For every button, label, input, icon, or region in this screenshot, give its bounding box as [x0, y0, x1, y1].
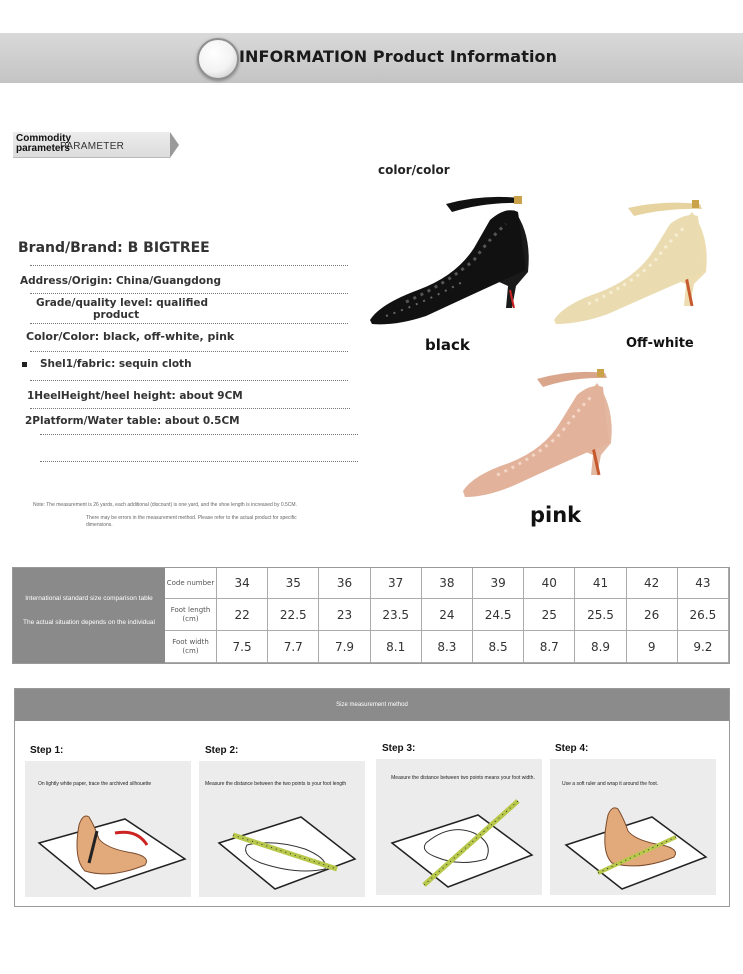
step-3-box — [376, 759, 542, 895]
measurement-section — [14, 688, 730, 907]
size-table-header — [13, 568, 165, 663]
step-4-text: Use a soft ruler and wrap it around the foot. — [562, 781, 659, 787]
step-2-box — [199, 761, 365, 897]
size-cell-width: 8.7 — [524, 631, 575, 663]
step-2-text: Measure the distance between the two points is your foot length — [205, 781, 347, 787]
shoe-black-image — [366, 190, 536, 330]
size-cell-length: 23.5 — [371, 599, 422, 631]
size-grid — [165, 568, 729, 663]
size-cell-width: 7.5 — [217, 631, 268, 663]
note-text-2: There may be errors in the measurement method. Please refer to the actual product for specific dimensions. — [86, 515, 297, 528]
ruler-length-icon — [217, 799, 357, 891]
step-4-title: Step 4: — [555, 743, 589, 754]
size-row-header-width: Foot width (cm) — [165, 631, 217, 663]
divider — [30, 293, 348, 294]
size-cell-length: 24.5 — [473, 599, 524, 631]
step-3-text: Measure the distance between two points means your foot width. — [391, 775, 535, 781]
size-row-header-code: Code number — [165, 568, 217, 599]
measurement-title: Size measurement method — [336, 702, 408, 708]
divider — [30, 351, 348, 352]
divider — [30, 265, 348, 266]
size-cell-width: 9 — [627, 631, 678, 663]
size-cell-code: 34 — [217, 568, 268, 599]
size-cell-length: 26 — [627, 599, 678, 631]
size-cell-length: 22 — [217, 599, 268, 631]
parameter-tag-label: Commodity parameters — [16, 133, 71, 154]
size-cell-code: 38 — [422, 568, 473, 599]
size-cell-code: 39 — [473, 568, 524, 599]
size-cell-code: 41 — [575, 568, 626, 599]
color-text: Color/Color: black, off-white, pink — [26, 330, 235, 343]
grade-text-2: product — [93, 309, 140, 321]
color-title: color/color — [378, 163, 450, 177]
shoe-pink-image — [461, 365, 621, 500]
step-2-title: Step 2: — [205, 745, 239, 756]
soft-ruler-icon — [564, 797, 708, 891]
parameter-tag-en: PARAMETER — [60, 141, 125, 152]
size-cell-width: 7.9 — [319, 631, 370, 663]
size-cell-width: 9.2 — [678, 631, 729, 663]
step-3-title: Step 3: — [382, 743, 416, 754]
foot-trace-icon — [37, 799, 187, 891]
size-cell-width: 8.1 — [371, 631, 422, 663]
size-row-header-length: Foot length (cm) — [165, 599, 217, 631]
bullet-icon — [22, 362, 27, 367]
step-1-title: Step 1: — [30, 745, 64, 756]
note-text: Note: The measurement is 26 yards, each additional (discount) is one yard, and the shoe length is increased by 0.5CM. — [33, 502, 297, 508]
divider — [30, 408, 350, 409]
size-cell-length: 25.5 — [575, 599, 626, 631]
size-cell-code: 35 — [268, 568, 319, 599]
banner-title: INFORMATION Product Information — [239, 47, 558, 66]
size-table-subtitle: The actual situation depends on the individual — [23, 619, 155, 626]
origin-text: Address/Origin: China/Guangdong — [20, 275, 222, 287]
step-4-box — [550, 759, 716, 895]
size-cell-width: 8.3 — [422, 631, 473, 663]
size-cell-length: 24 — [422, 599, 473, 631]
tag-arrow-icon — [170, 132, 179, 158]
color-label-offwhite: Off-white — [626, 336, 694, 351]
size-cell-width: 8.9 — [575, 631, 626, 663]
size-cell-code: 40 — [524, 568, 575, 599]
divider — [40, 434, 358, 435]
grade-text: Grade/quality level: qualified — [36, 297, 208, 309]
divider — [30, 380, 348, 381]
banner-circle-icon — [197, 38, 239, 80]
size-cell-code: 42 — [627, 568, 678, 599]
size-cell-width: 7.7 — [268, 631, 319, 663]
step-1-box — [25, 761, 191, 897]
fabric-text: Shel1/fabric: sequin cloth — [40, 358, 192, 370]
size-cell-length: 23 — [319, 599, 370, 631]
heel-height-text: 1HeelHeight/heel height: about 9CM — [27, 390, 243, 402]
size-table-title: International standard size comparison table — [25, 595, 153, 602]
size-cell-length: 22.5 — [268, 599, 319, 631]
size-cell-code: 43 — [678, 568, 729, 599]
size-cell-code: 36 — [319, 568, 370, 599]
ruler-width-icon — [390, 793, 534, 889]
platform-text: 2Platform/Water table: about 0.5CM — [25, 415, 240, 427]
size-cell-length: 25 — [524, 599, 575, 631]
color-label-pink: pink — [530, 503, 582, 527]
size-table — [12, 567, 730, 664]
divider — [40, 461, 358, 462]
divider — [30, 323, 348, 324]
size-cell-code: 37 — [371, 568, 422, 599]
size-cell-length: 26.5 — [678, 599, 729, 631]
step-1-text: On lightly white paper, trace the archived silhouette — [38, 781, 152, 787]
size-cell-width: 8.5 — [473, 631, 524, 663]
shoe-offwhite-image — [552, 196, 717, 326]
brand-text: Brand/Brand: B BIGTREE — [18, 240, 210, 256]
color-label-black: black — [425, 336, 470, 354]
